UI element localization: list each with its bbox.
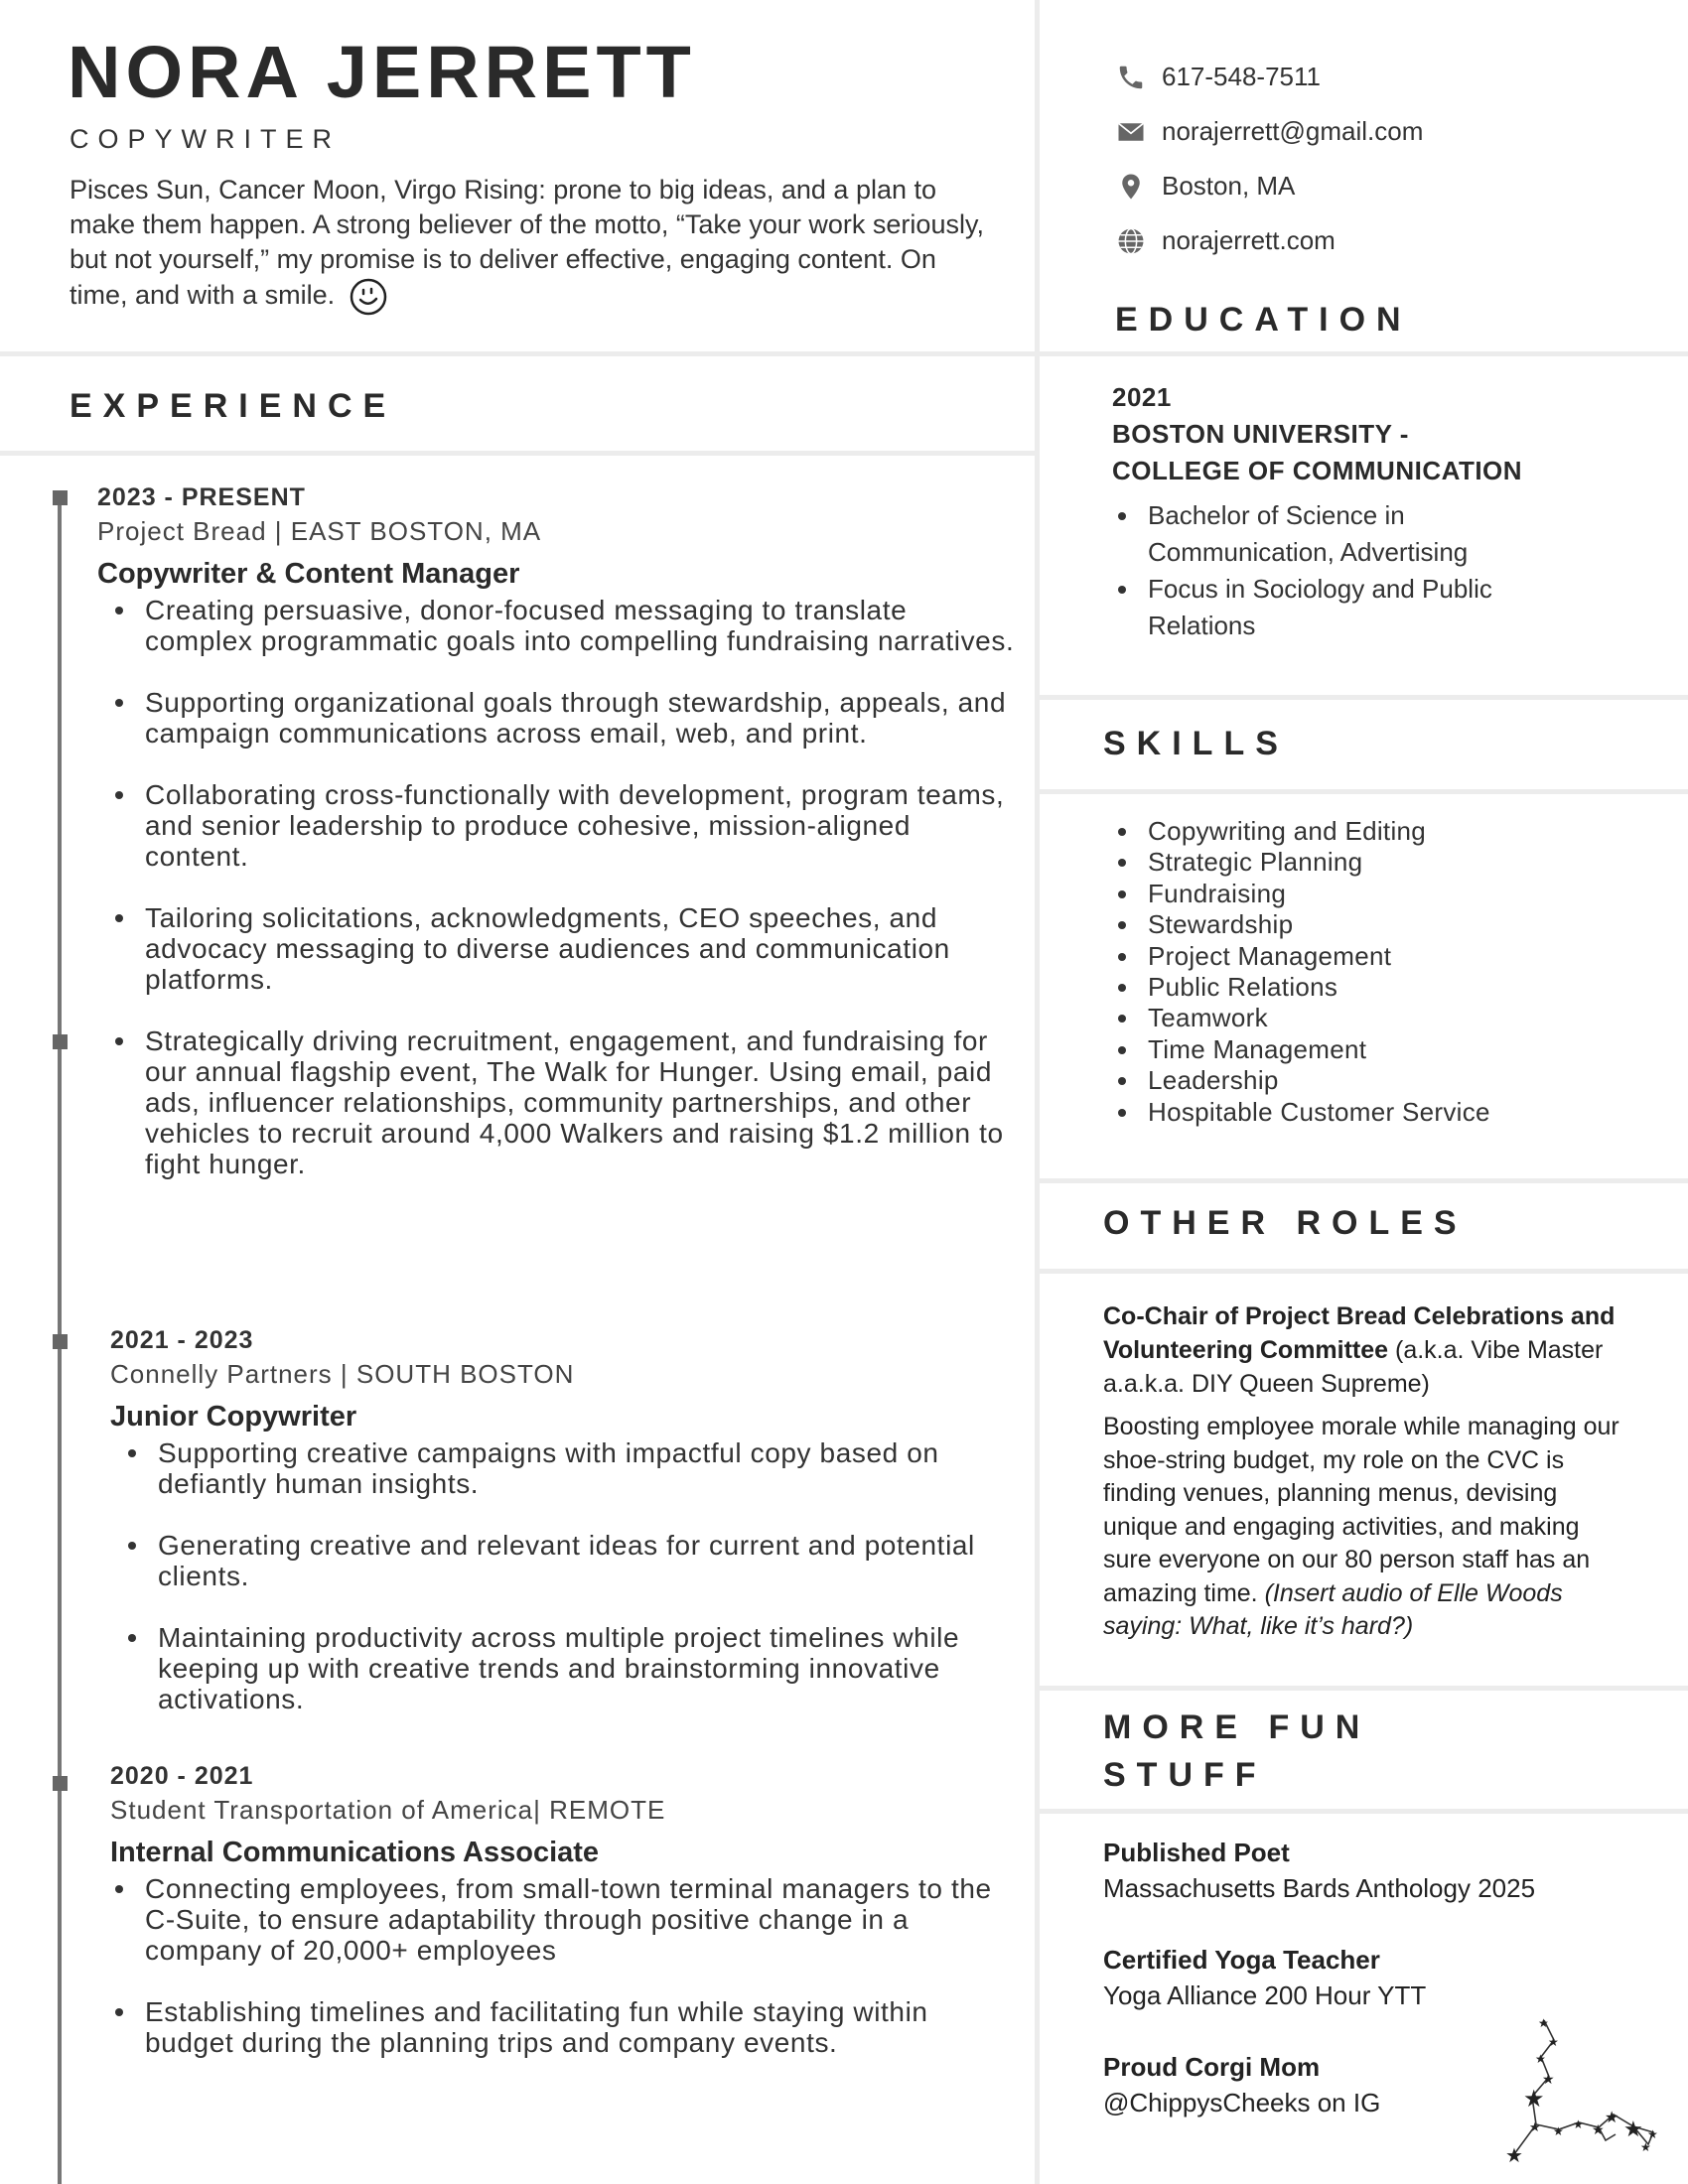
other-role-body: Boosting employee morale while managing our shoe-string budget, my role on the CVC is finding venues, planning menus, devising unique and engaging activities, and making sure everyone on our 80 person staff has an amazing time. — [1103, 1413, 1619, 1607]
job-bullet: Maintaining productivity across multiple project timelines while keeping up with creative trends and brainstorming innovative activations. — [110, 1622, 984, 1714]
divider-other-bottom — [1040, 1269, 1688, 1274]
contact-email[interactable] — [1116, 104, 1423, 159]
location-pin-icon — [1116, 172, 1146, 202]
education-school-line2: COLLEGE OF COMMUNICATION — [1112, 456, 1523, 485]
divider-fun-top — [1040, 1686, 1688, 1691]
job-role: Internal Communications Associate — [110, 1837, 600, 1868]
divider-header — [0, 351, 1035, 356]
job-entry — [110, 1324, 984, 1745]
job-bullet: Strategically driving recruitment, engagement, and fundraising for our annual flagship event, The Walk for Hunger. Using email, paid ads, influencer relationships, community partnerships, and other vehicles to recruit around 4,000 Walkers and raising $1.2 million to fight hunger. — [97, 1025, 1021, 1179]
skill-item: Copywriting and Editing — [1112, 816, 1490, 847]
timeline-marker — [53, 1334, 68, 1349]
skill-item: Leadership — [1112, 1065, 1490, 1096]
education-year: 2021 — [1112, 382, 1172, 412]
fun-item — [1103, 1942, 1619, 2013]
svg-text:★: ★ — [1535, 2052, 1546, 2066]
divider-education — [1040, 351, 1688, 356]
fun-item-detail: Yoga Alliance 200 Hour YTT — [1103, 1980, 1427, 2010]
experience-heading: EXPERIENCE — [70, 387, 397, 425]
skill-item: Strategic Planning — [1112, 847, 1490, 878]
column-divider — [1035, 0, 1040, 2184]
divider-skills-top — [1040, 695, 1688, 700]
skill-item: Project Management — [1112, 941, 1490, 972]
other-role-entry — [1103, 1299, 1619, 1644]
job-bullet: Establishing timelines and facilitating fun while staying within budget during the planning trips and company events. — [97, 1996, 1009, 2058]
other-role-body-italic: (Insert audio of Elle Woods saying: What, like it’s hard?) — [1103, 1578, 1563, 1640]
skills-list — [1112, 816, 1490, 1128]
phone-text: 617-548-7511 — [1162, 62, 1321, 91]
fun-item-title: Certified Yoga Teacher — [1103, 1945, 1380, 1975]
svg-text:★: ★ — [1542, 2072, 1555, 2088]
contact-website[interactable] — [1116, 213, 1423, 268]
svg-text:★: ★ — [1640, 2140, 1651, 2154]
other-role-heading — [1103, 1299, 1619, 1401]
smiley-icon — [349, 277, 388, 317]
timeline-marker — [53, 490, 68, 505]
svg-text:★: ★ — [1623, 2117, 1643, 2142]
job-title: COPYWRITER — [70, 124, 342, 154]
svg-text:★: ★ — [1647, 2127, 1658, 2141]
skills-heading: SKILLS — [1103, 725, 1289, 762]
svg-text:★: ★ — [1548, 2035, 1559, 2049]
fun-item — [1103, 1835, 1619, 1906]
education-bullets — [1112, 497, 1648, 644]
mail-icon — [1116, 117, 1146, 147]
svg-text:★: ★ — [1538, 2016, 1549, 2030]
job-entry — [97, 481, 1021, 1210]
email-text: norajerrett@gmail.com — [1162, 116, 1424, 146]
job-bullet: Supporting creative campaigns with impactful copy based on defiantly human insights. — [110, 1437, 984, 1499]
job-company: Student Transportation of America| REMOTE — [110, 1795, 666, 1825]
timeline-marker — [53, 1034, 68, 1049]
fun-item-detail: @ChippysCheeks on IG — [1103, 2088, 1381, 2117]
education-heading: EDUCATION — [1115, 301, 1412, 339]
skill-item: Hospitable Customer Service — [1112, 1097, 1490, 1128]
job-bullet: Collaborating cross-functionally with development, program teams, and senior leadership to produce cohesive, mission-aligned content. — [97, 779, 1021, 872]
svg-text:★: ★ — [1505, 2143, 1523, 2164]
other-roles-heading: OTHER ROLES — [1103, 1204, 1468, 1242]
education-school-line1: BOSTON UNIVERSITY - — [1112, 419, 1409, 449]
job-role: Copywriter & Content Manager — [97, 558, 520, 590]
svg-text:★: ★ — [1592, 2122, 1605, 2138]
job-dates: 2023 - PRESENT — [97, 483, 306, 511]
fun-item-title: Proud Corgi Mom — [1103, 2052, 1321, 2082]
contact-phone[interactable] — [1116, 50, 1423, 104]
skill-item: Teamwork — [1112, 1003, 1490, 1033]
svg-text:★: ★ — [1529, 2120, 1541, 2135]
job-bullet: Generating creative and relevant ideas for current and potential clients. — [110, 1530, 984, 1591]
education-entry — [1112, 379, 1648, 644]
job-bullet: Connecting employees, from small-town terminal managers to the C-Suite, to ensure adaptability through positive change in a company of 20,000+ employees — [97, 1873, 1009, 1966]
more-fun-heading-line1: MORE FUN — [1103, 1708, 1371, 1746]
contact-location — [1116, 159, 1423, 213]
more-fun-heading — [1103, 1704, 1370, 1799]
summary — [70, 173, 998, 317]
divider-experience — [0, 451, 1035, 456]
pisces-constellation-icon — [1494, 2015, 1663, 2164]
skill-item: Fundraising — [1112, 879, 1490, 909]
contact-block — [1116, 50, 1423, 268]
svg-text:★: ★ — [1605, 2108, 1619, 2126]
job-bullet: Creating persuasive, donor-focused messaging to translate complex programmatic goals into compelling fundraising narratives. — [97, 595, 1021, 656]
candidate-name: NORA JERRETT — [68, 31, 696, 113]
education-bullet: Focus in Sociology and Public Relations — [1112, 571, 1539, 644]
divider-skills-bottom — [1040, 789, 1688, 794]
website-text: norajerrett.com — [1162, 225, 1336, 255]
job-bullet: Supporting organizational goals through stewardship, appeals, and campaign communications across email, web, and print. — [97, 687, 1021, 749]
job-role: Junior Copywriter — [110, 1401, 357, 1433]
job-company: Connelly Partners | SOUTH BOSTON — [110, 1359, 575, 1389]
education-bullet: Bachelor of Science in Communication, Advertising — [1112, 497, 1539, 571]
job-dates: 2020 - 2021 — [110, 1762, 254, 1790]
skill-item: Stewardship — [1112, 909, 1490, 940]
fun-item-detail: Massachusetts Bards Anthology 2025 — [1103, 1873, 1536, 1903]
job-bullets — [97, 1873, 1009, 2058]
globe-icon — [1116, 226, 1146, 256]
skill-item: Time Management — [1112, 1034, 1490, 1065]
skill-item: Public Relations — [1112, 972, 1490, 1003]
job-entry — [110, 1760, 1009, 2089]
job-bullets — [110, 1437, 984, 1714]
other-role-description — [1103, 1411, 1619, 1644]
summary-text: Pisces Sun, Cancer Moon, Virgo Rising: prone to big ideas, and a plan to make them happen. A strong believer of the motto, “Take your work seriously, but not yourself,” my promise is to deliver effective, engaging content. On time, and with a smile. — [70, 175, 984, 311]
fun-item-title: Published Poet — [1103, 1838, 1290, 1867]
phone-icon — [1116, 63, 1146, 92]
job-bullet: Tailoring solicitations, acknowledgments, CEO speeches, and advocacy messaging to diverse audiences and communication platforms. — [97, 902, 1021, 995]
svg-text:★: ★ — [1573, 2117, 1584, 2131]
more-fun-heading-line2: STUFF — [1103, 1756, 1267, 1794]
job-company: Project Bread | EAST BOSTON, MA — [97, 516, 542, 546]
location-text: Boston, MA — [1162, 171, 1296, 201]
job-dates: 2021 - 2023 — [110, 1326, 254, 1354]
job-bullets — [97, 595, 1021, 1179]
other-role-aka: (a.k.a. Vibe Master a.a.k.a. DIY Queen Supreme) — [1103, 1336, 1604, 1398]
other-role-title: Co-Chair of Project Bread Celebrations and Volunteering Committee — [1103, 1302, 1616, 1364]
svg-text:★: ★ — [1553, 2124, 1564, 2138]
svg-text:★: ★ — [1523, 2085, 1545, 2113]
divider-other-top — [1040, 1178, 1688, 1183]
timeline-marker — [53, 1776, 68, 1791]
divider-fun-bottom — [1040, 1809, 1688, 1814]
